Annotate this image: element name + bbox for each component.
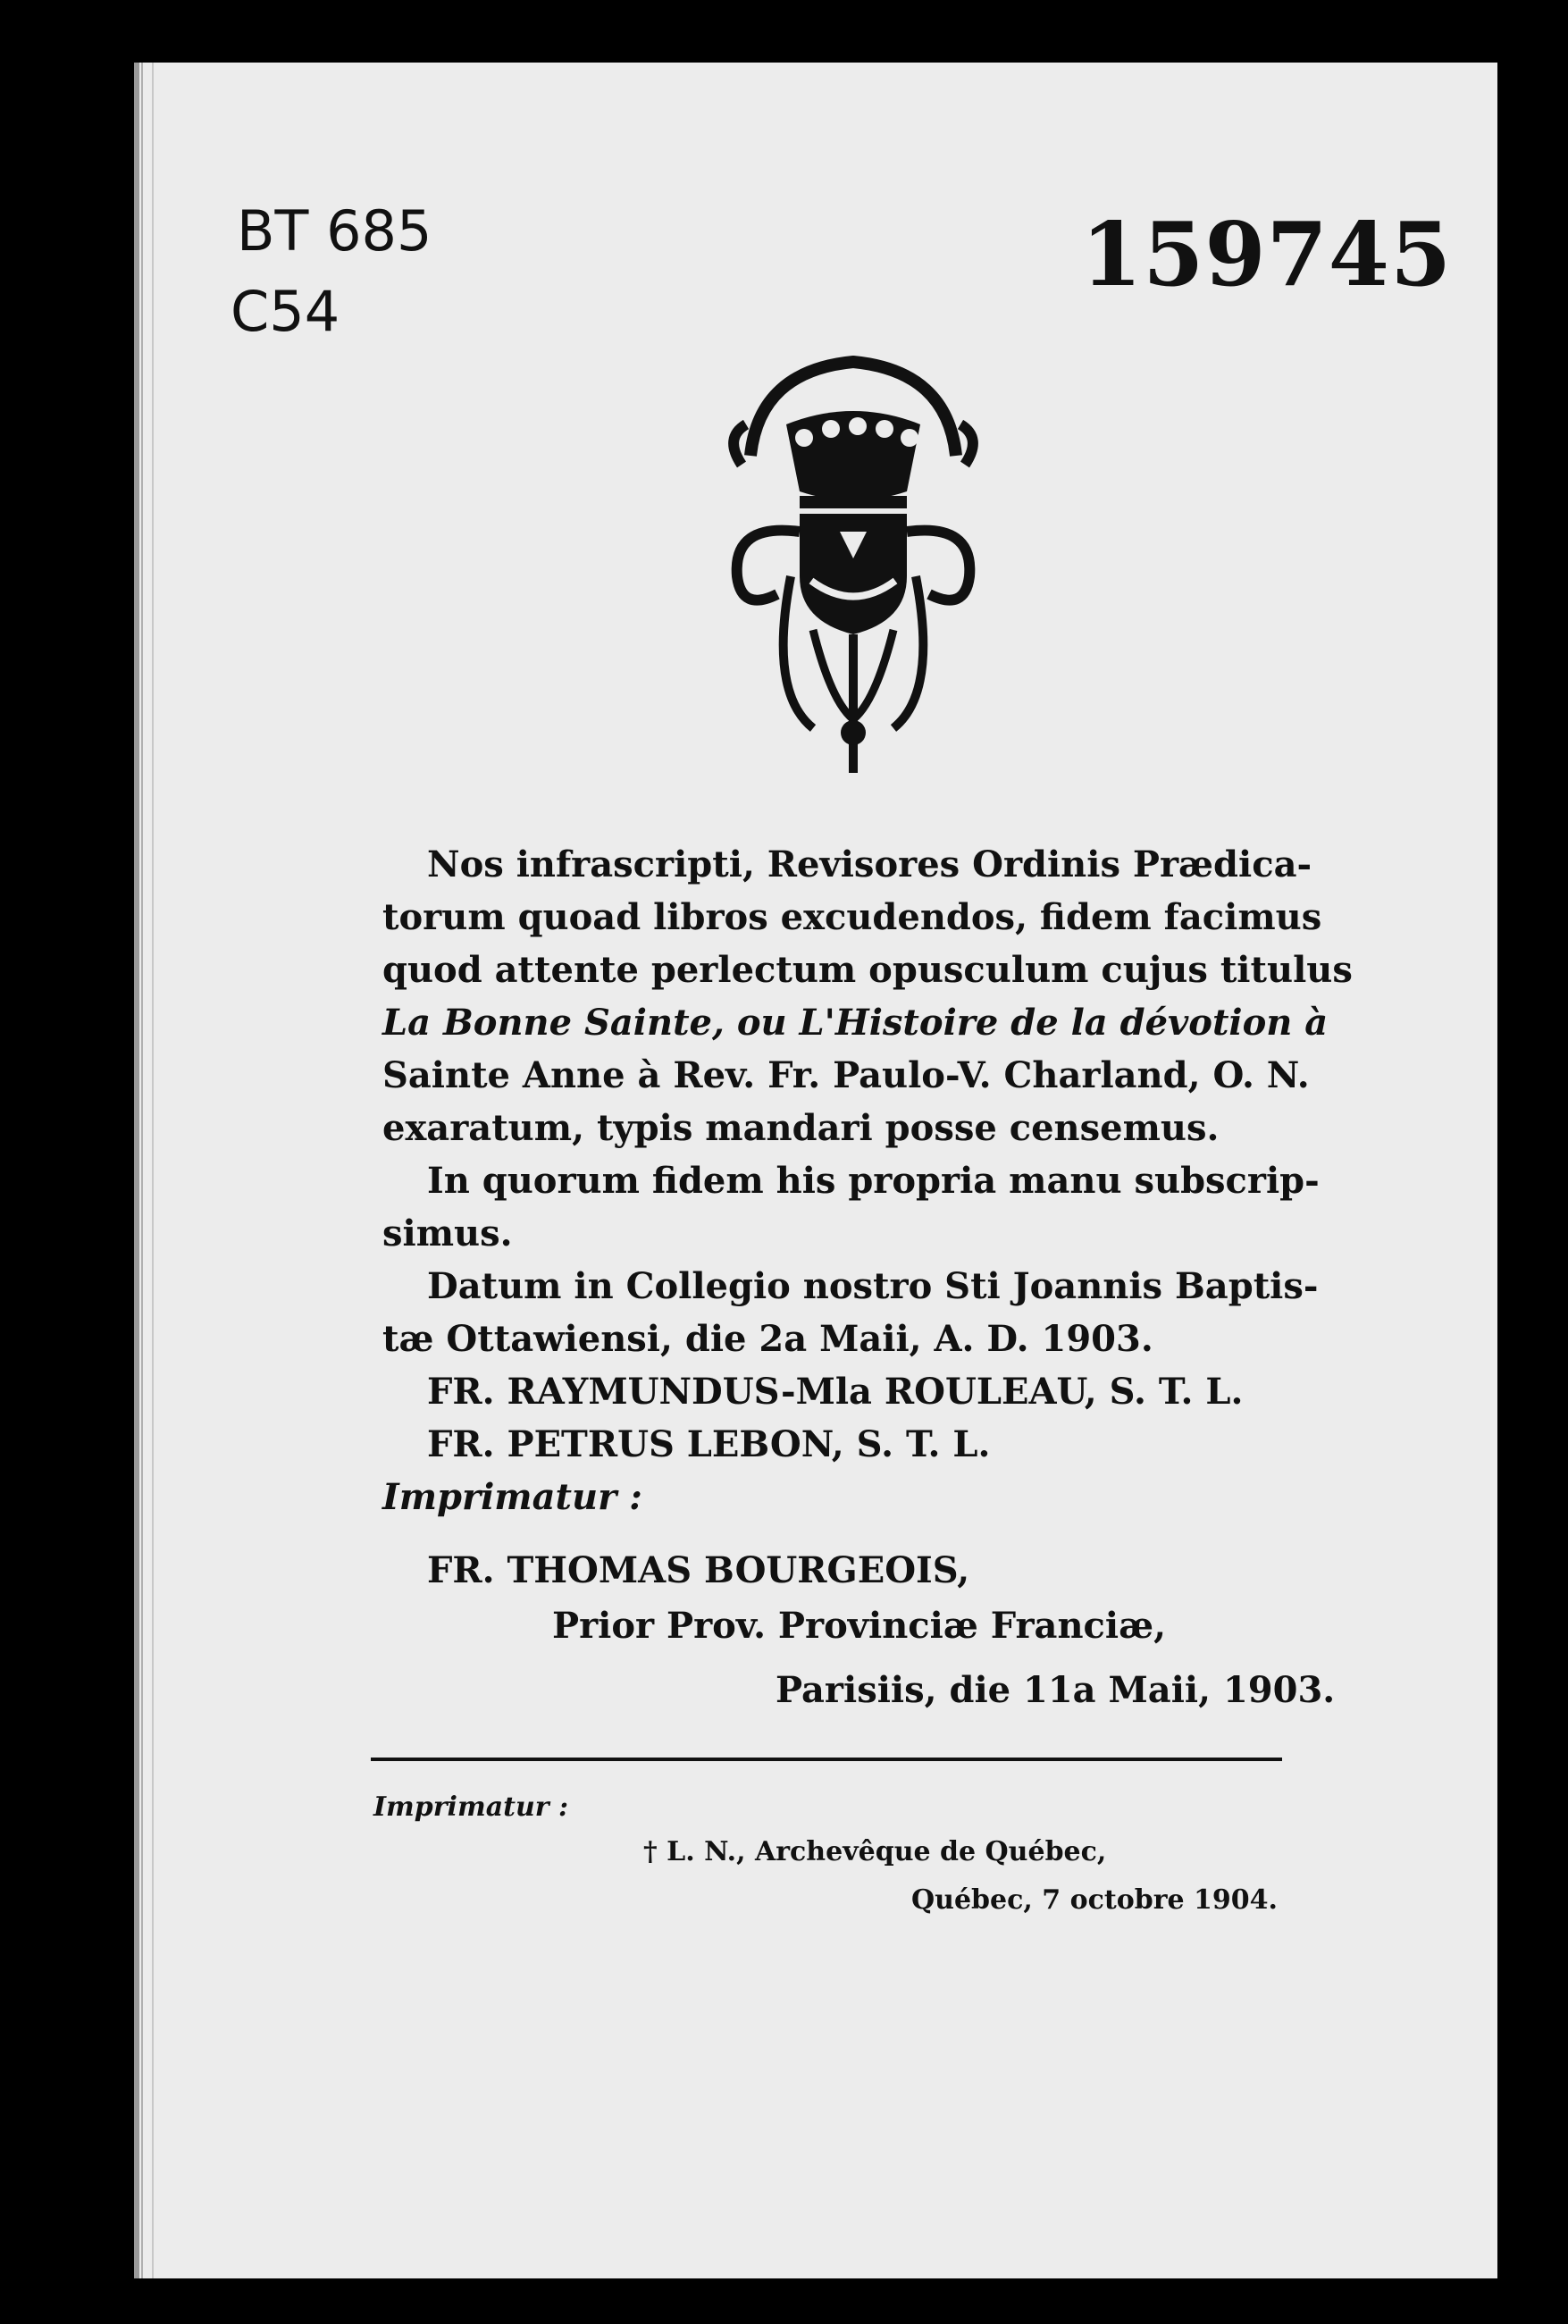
coat-of-arms-emblem (706, 353, 1001, 782)
approval-line: In quorum fidem his propria manu subscrip- (427, 1160, 1320, 1202)
prior-place-date: Parisiis, die 11a Maii, 1903. (776, 1669, 1336, 1711)
imprimatur-label: Imprimatur : (382, 1476, 642, 1518)
call-number-line2: C54 (231, 279, 340, 344)
reviser-signature: FR. RAYMUNDUS-Mla ROULEAU, S. T. L. (427, 1371, 1244, 1413)
reviser-signature: FR. PETRUS LEBON, S. T. L. (427, 1423, 991, 1465)
approval-line: Sainte Anne à Rev. Fr. Paulo-V. Charland, O. N. (382, 1054, 1310, 1096)
approval-line-title: La Bonne Sainte, ou L'Histoire de la dévotion à (382, 1002, 1329, 1044)
divider (371, 1758, 1282, 1761)
approval-line: simus. (382, 1212, 513, 1254)
approval-line: torum quoad libros excudendos, fidem facimus (382, 896, 1322, 938)
page-edge (141, 63, 154, 2278)
prior-title: Prior Prov. Provinciæ Franciæ, (552, 1605, 1167, 1647)
archbishop-place-date: Québec, 7 octobre 1904. (911, 1884, 1278, 1916)
archbishop-signature: † L. N., Archevêque de Québec, (643, 1836, 1107, 1867)
imprimatur-label-2: Imprimatur : (373, 1791, 569, 1823)
approval-line: quod attente perlectum opusculum cujus titulus (382, 949, 1353, 991)
call-number-line1: BT 685 (237, 198, 432, 264)
approval-line: Nos infrascripti, Revisores Ordinis Prædica- (427, 843, 1312, 885)
approval-line: Datum in Collegio nostro Sti Joannis Baptis- (427, 1265, 1319, 1307)
approval-line: exaratum, typis mandari posse censemus. (382, 1107, 1220, 1149)
accession-number: 159745 (1081, 204, 1453, 306)
approval-line: tæ Ottawiensi, die 2a Maii, A. D. 1903. (382, 1318, 1153, 1360)
prior-signature: FR. THOMAS BOURGEOIS, (427, 1549, 970, 1591)
